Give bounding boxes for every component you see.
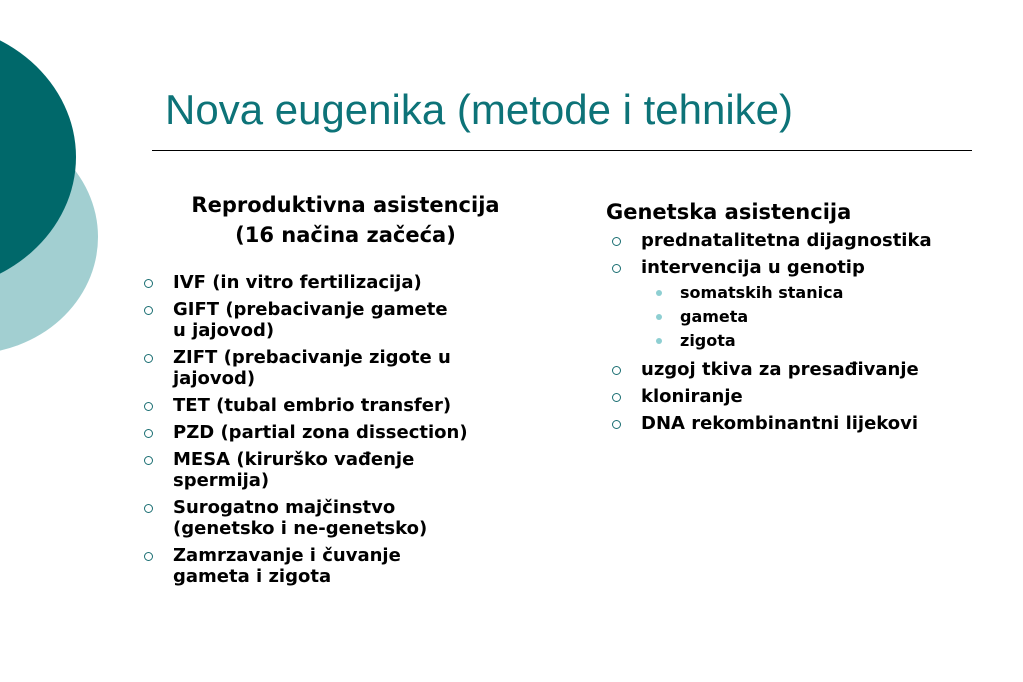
ring-bullet-icon <box>144 429 153 438</box>
list-item <box>606 413 1016 434</box>
list-item-line: Surogatno majčinstvo <box>173 497 396 518</box>
ring-bullet-icon <box>144 456 153 465</box>
ring-bullet-icon <box>144 402 153 411</box>
list-item-line: gameta i zigota <box>173 566 332 587</box>
list-item <box>138 272 553 293</box>
left-heading: Reproduktivna asistencija <box>191 193 500 217</box>
ring-bullet-icon <box>612 237 621 246</box>
sub-list-item-label: somatskih stanica <box>680 283 844 302</box>
sub-list <box>641 281 1016 353</box>
list-item-line: u jajovod) <box>173 320 275 341</box>
list-item-label: uzgoj tkiva za presađivanje <box>641 359 919 380</box>
sub-list-item <box>641 281 1016 305</box>
sub-list-item-label: gameta <box>680 307 749 326</box>
title-divider <box>152 150 972 151</box>
list-item-label: intervencija u genotip <box>641 257 865 278</box>
list-item-label: kloniranje <box>641 386 743 407</box>
ring-bullet-icon <box>144 504 153 513</box>
slide-title: Nova eugenika (metode i tehnike) <box>165 86 794 133</box>
ring-bullet-icon <box>144 354 153 363</box>
left-subheading: (16 načina začeća) <box>235 223 456 247</box>
list-item <box>138 347 553 389</box>
ring-bullet-icon <box>612 420 621 429</box>
list-item <box>606 359 1016 380</box>
ring-bullet-icon <box>612 366 621 375</box>
sub-list-item <box>641 329 1016 353</box>
list-item <box>606 386 1016 407</box>
ring-bullet-icon <box>144 279 153 288</box>
list-item-line: ZIFT (prebacivanje zigote u <box>173 347 451 368</box>
list-item-label: DNA rekombinantni lijekovi <box>641 413 919 434</box>
ring-bullet-icon <box>612 393 621 402</box>
dot-bullet-icon <box>656 338 662 344</box>
list-item <box>138 395 553 416</box>
list-item-line: Zamrzavanje i čuvanje <box>173 545 401 566</box>
list-item-line: TET (tubal embrio transfer) <box>173 395 452 416</box>
list-item <box>138 449 553 491</box>
list-item-line: GIFT (prebacivanje gamete <box>173 299 448 320</box>
list-item <box>138 422 553 443</box>
left-list <box>138 272 553 587</box>
ring-bullet-icon <box>612 264 621 273</box>
list-item-line: (genetsko i ne-genetsko) <box>173 518 428 539</box>
list-item <box>138 299 553 341</box>
list-item-line: IVF (in vitro fertilizacija) <box>173 272 422 293</box>
list-item-line: PZD (partial zona dissection) <box>173 422 468 443</box>
right-column <box>606 197 1016 440</box>
list-item-line: MESA (kirurško vađenje <box>173 449 415 470</box>
right-heading: Genetska asistencija <box>606 200 852 224</box>
list-item <box>606 230 1016 251</box>
ring-bullet-icon <box>144 306 153 315</box>
sub-list-item <box>641 305 1016 329</box>
ring-bullet-icon <box>144 552 153 561</box>
dot-bullet-icon <box>656 290 662 296</box>
list-item <box>606 257 1016 353</box>
list-item-line: jajovod) <box>173 368 256 389</box>
left-column <box>138 190 553 593</box>
dot-bullet-icon <box>656 314 662 320</box>
list-item <box>138 545 553 587</box>
list-item <box>138 497 553 539</box>
right-list <box>606 230 1016 434</box>
list-item-label: prednatalitetna dijagnostika <box>641 230 932 251</box>
sub-list-item-label: zigota <box>680 331 736 350</box>
list-item-line: spermija) <box>173 470 270 491</box>
